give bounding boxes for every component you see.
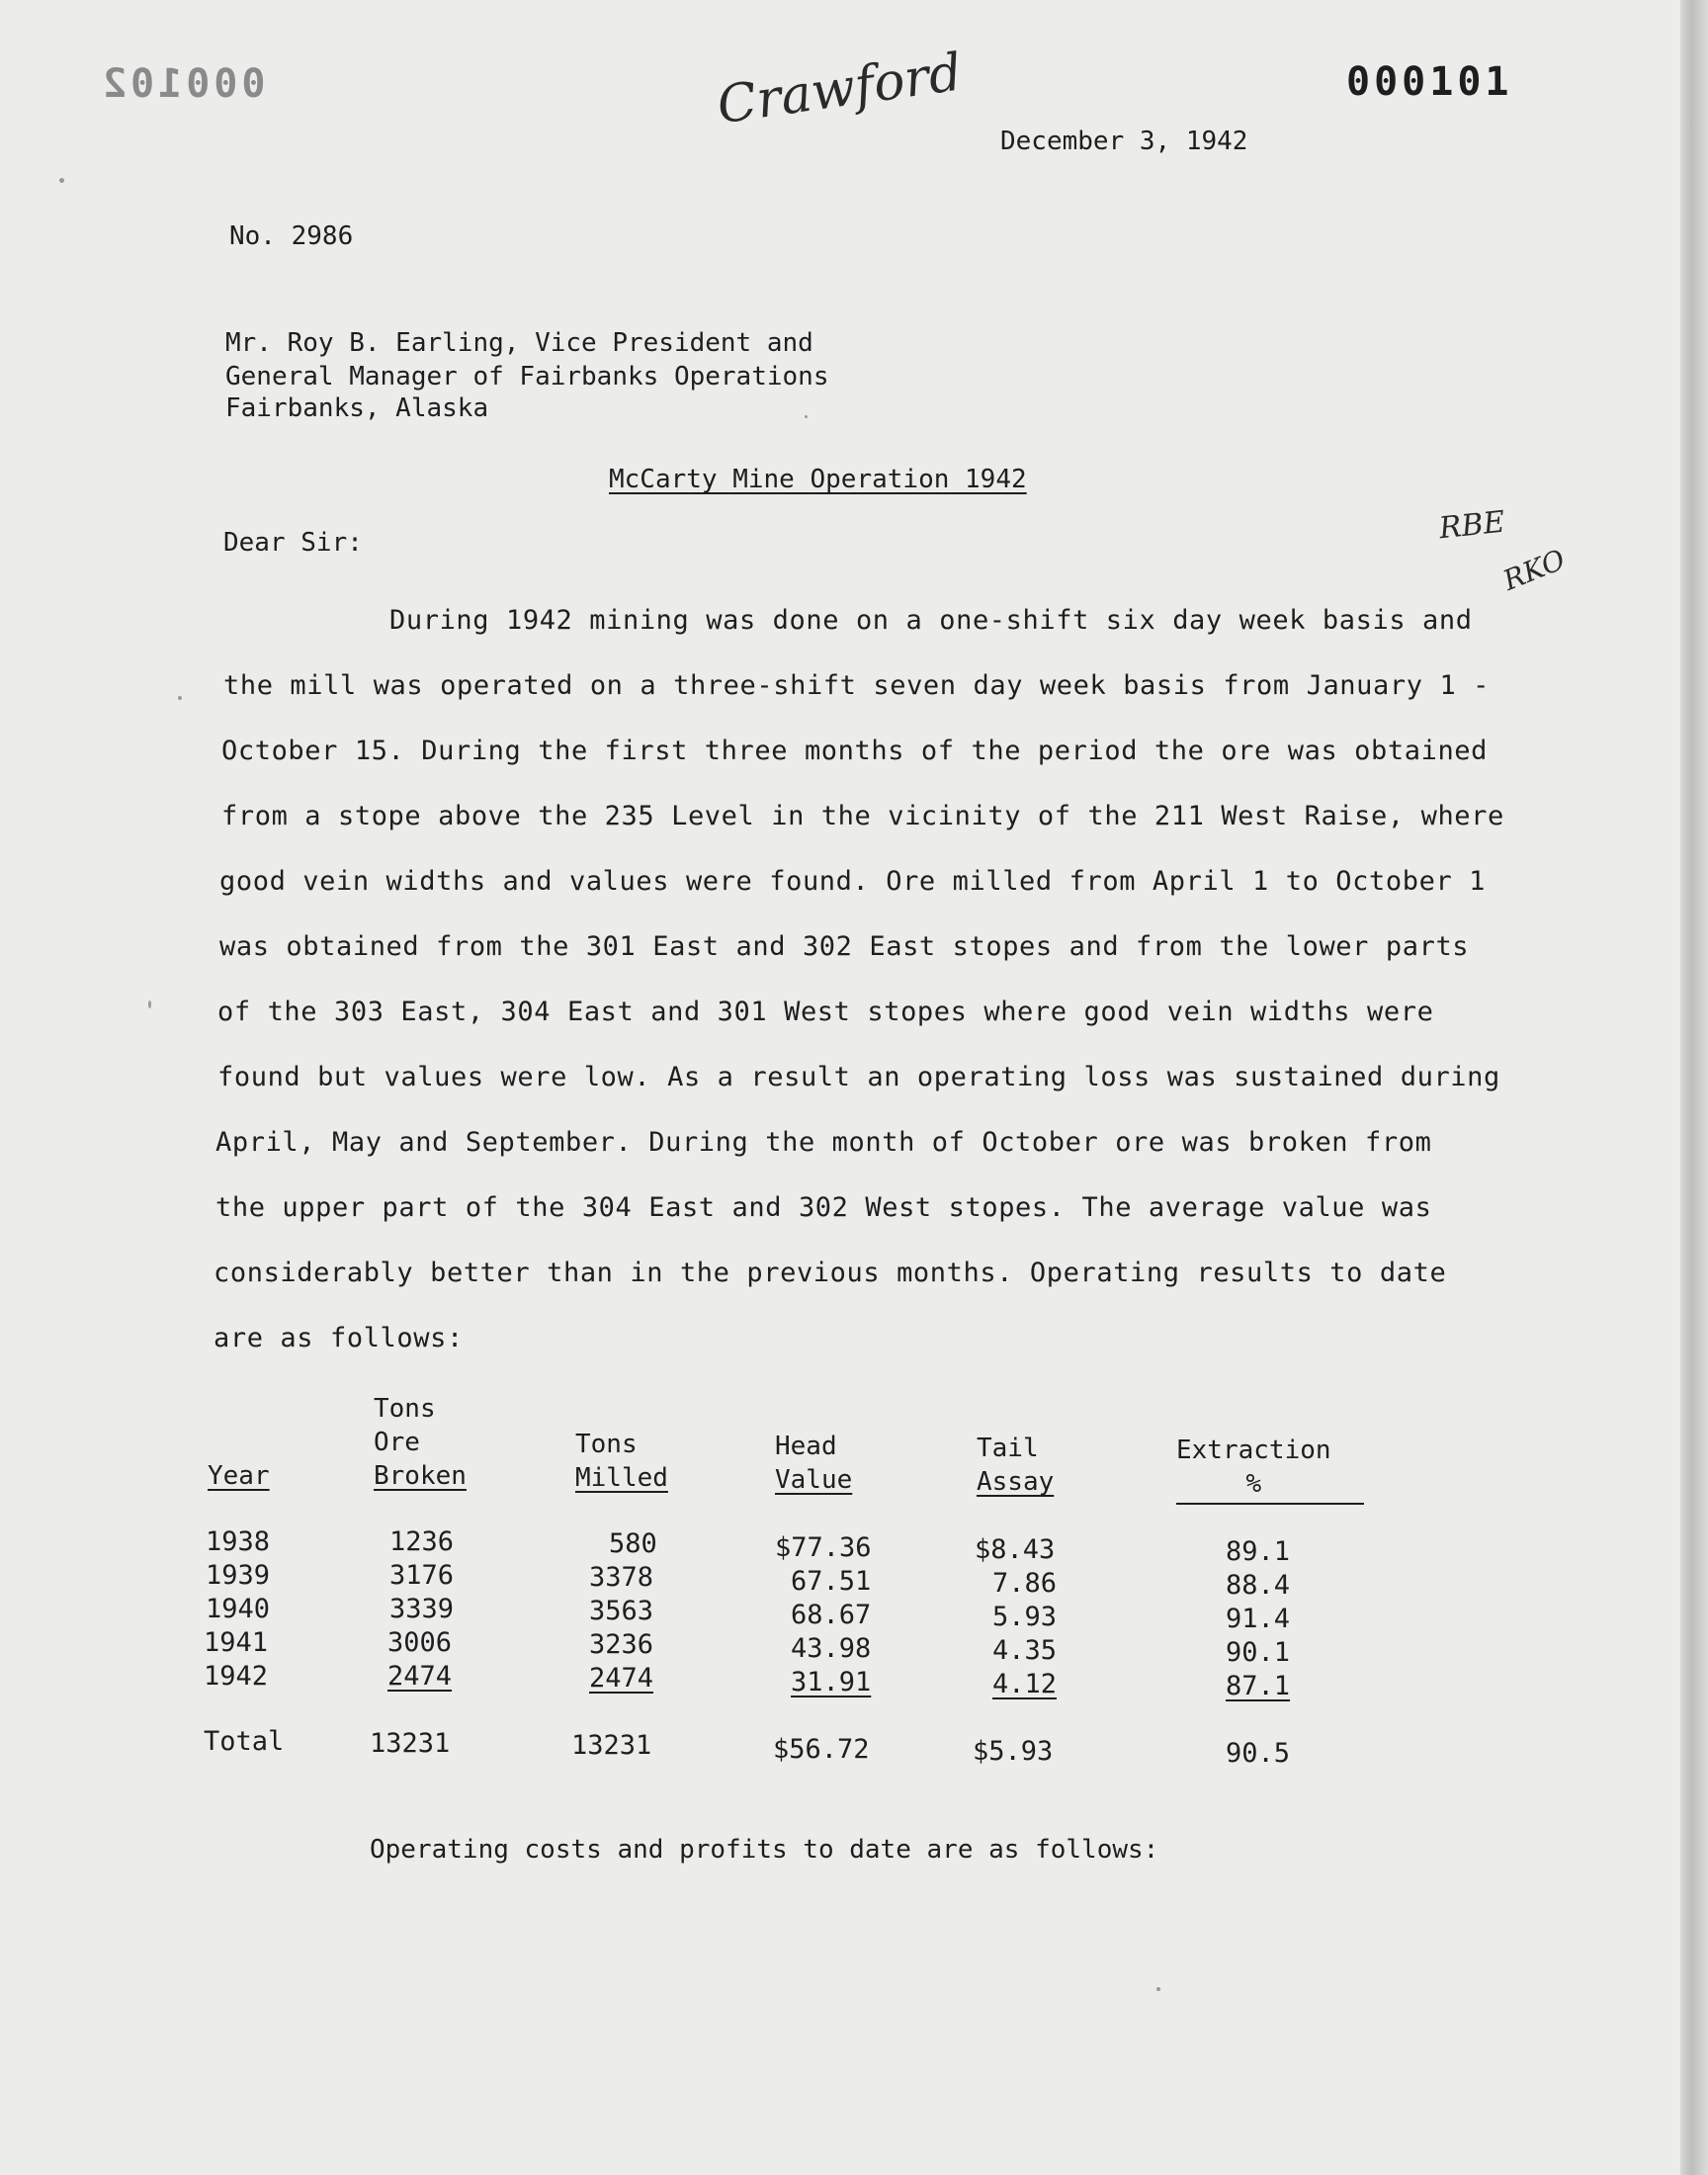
- cell-year: 1938: [206, 1526, 271, 1557]
- cell-extraction: 89.1: [1226, 1536, 1291, 1567]
- body-line: During 1942 mining was done on a one-shift six day week basis and: [389, 605, 1473, 636]
- cell-milled: 3563: [589, 1596, 654, 1626]
- address-line-1: Mr. Roy B. Earling, Vice President and: [225, 328, 813, 358]
- header-line: Extraction: [1176, 1436, 1331, 1465]
- cell-milled: 580: [609, 1528, 657, 1559]
- cell-head: 68.67: [791, 1600, 872, 1630]
- margin-note: RKO: [1498, 543, 1571, 597]
- scan-speck: [59, 178, 64, 183]
- body-line: was obtained from the 301 East and 302 East stopes and from the lower parts: [219, 931, 1470, 962]
- header-line: Ore: [374, 1428, 420, 1457]
- header-line: Tail: [977, 1434, 1039, 1463]
- address-line-3: Fairbanks, Alaska: [225, 393, 489, 423]
- body-line: are as follows:: [214, 1323, 464, 1353]
- cell-tail: 7.86: [992, 1568, 1058, 1599]
- cell-year: 1942: [204, 1661, 269, 1692]
- total-tail: $5.93: [973, 1736, 1054, 1767]
- total-head: $56.72: [773, 1734, 870, 1765]
- cell-tail: 5.93: [992, 1602, 1058, 1632]
- scan-edge-shadow: [1680, 0, 1708, 2175]
- serial-number: 000101: [1346, 59, 1513, 105]
- cell-year: 1940: [206, 1594, 271, 1624]
- cell-year: 1941: [204, 1627, 269, 1658]
- margin-note: RBE: [1437, 504, 1507, 547]
- cell-head: 43.98: [791, 1633, 872, 1664]
- total-label: Total: [204, 1726, 285, 1757]
- col-header-ore-broken: [374, 1392, 467, 1493]
- header-line: Value: [775, 1465, 853, 1495]
- salutation: Dear Sir:: [223, 528, 363, 558]
- cell-year: 1939: [206, 1560, 271, 1591]
- col-header-extraction: [1176, 1434, 1331, 1501]
- col-header-head-value: [775, 1430, 852, 1497]
- cell-head: 67.51: [791, 1566, 872, 1597]
- total-broken: 13231: [370, 1728, 451, 1759]
- cell-broken: 3339: [389, 1594, 455, 1624]
- cell-broken: 3006: [387, 1627, 453, 1658]
- header-line: Milled: [575, 1463, 668, 1493]
- cell-broken: 3176: [389, 1560, 455, 1591]
- closing-line: Operating costs and profits to date are as follows:: [370, 1835, 1159, 1865]
- total-milled: 13231: [571, 1730, 652, 1761]
- body-line: considerably better than in the previous months. Operating results to date: [214, 1258, 1447, 1288]
- handwritten-signature: Crawford: [714, 43, 966, 136]
- header-line: Assay: [977, 1467, 1055, 1497]
- cell-tail: $8.43: [975, 1534, 1056, 1565]
- cell-extraction: 91.4: [1226, 1604, 1291, 1634]
- body-line: the mill was operated on a three-shift seven day week basis from January 1 -: [223, 670, 1491, 701]
- header-underline: [1176, 1503, 1364, 1505]
- header-line: %: [1245, 1469, 1262, 1499]
- body-line: of the 303 East, 304 East and 301 West stopes where good vein widths were: [217, 997, 1434, 1027]
- scan-speck: [805, 415, 808, 418]
- cell-milled: 2474: [589, 1663, 654, 1694]
- subject-heading: McCarty Mine Operation 1942: [609, 465, 1027, 494]
- cell-tail: 4.35: [992, 1635, 1058, 1666]
- scan-speck: [178, 696, 182, 700]
- cell-milled: 3236: [589, 1629, 654, 1660]
- cell-broken: 2474: [387, 1661, 453, 1692]
- col-header-year: [208, 1459, 270, 1493]
- scan-speck: [1156, 1987, 1160, 1991]
- header-line: Broken: [374, 1461, 467, 1491]
- body-line: the upper part of the 304 East and 302 West stopes. The average value was: [215, 1192, 1432, 1223]
- cell-tail: 4.12: [992, 1669, 1058, 1699]
- cell-extraction: 87.1: [1226, 1671, 1291, 1701]
- header-line: Tons: [374, 1394, 436, 1424]
- body-line: good vein widths and values were found. Ore milled from April 1 to October 1: [219, 866, 1487, 897]
- cell-broken: 1236: [389, 1526, 455, 1557]
- cell-extraction: 90.1: [1226, 1637, 1291, 1668]
- body-line: from a stope above the 235 Level in the vicinity of the 211 West Raise, where: [221, 801, 1504, 831]
- letter-number: No. 2986: [229, 221, 354, 251]
- scan-speck: [148, 1000, 151, 1008]
- col-header-milled: [575, 1428, 668, 1495]
- address-line-2: General Manager of Fairbanks Operations: [225, 362, 829, 392]
- serial-number-faded: 000102: [99, 61, 266, 107]
- cell-head: 31.91: [791, 1667, 872, 1697]
- header-line: Head: [775, 1432, 837, 1461]
- body-line: October 15. During the first three months of the period the ore was obtained: [221, 736, 1489, 766]
- cell-milled: 3378: [589, 1562, 654, 1593]
- body-line: found but values were low. As a result an operating loss was sustained during: [217, 1062, 1500, 1092]
- body-line: April, May and September. During the month of October ore was broken from: [215, 1127, 1432, 1158]
- total-extraction: 90.5: [1226, 1738, 1291, 1769]
- cell-extraction: 88.4: [1226, 1570, 1291, 1601]
- header-line: Tons: [575, 1430, 638, 1459]
- cell-head: $77.36: [775, 1532, 872, 1563]
- header-line: Year: [208, 1461, 270, 1491]
- letter-date: December 3, 1942: [1000, 127, 1248, 156]
- col-header-tail-assay: [977, 1432, 1054, 1499]
